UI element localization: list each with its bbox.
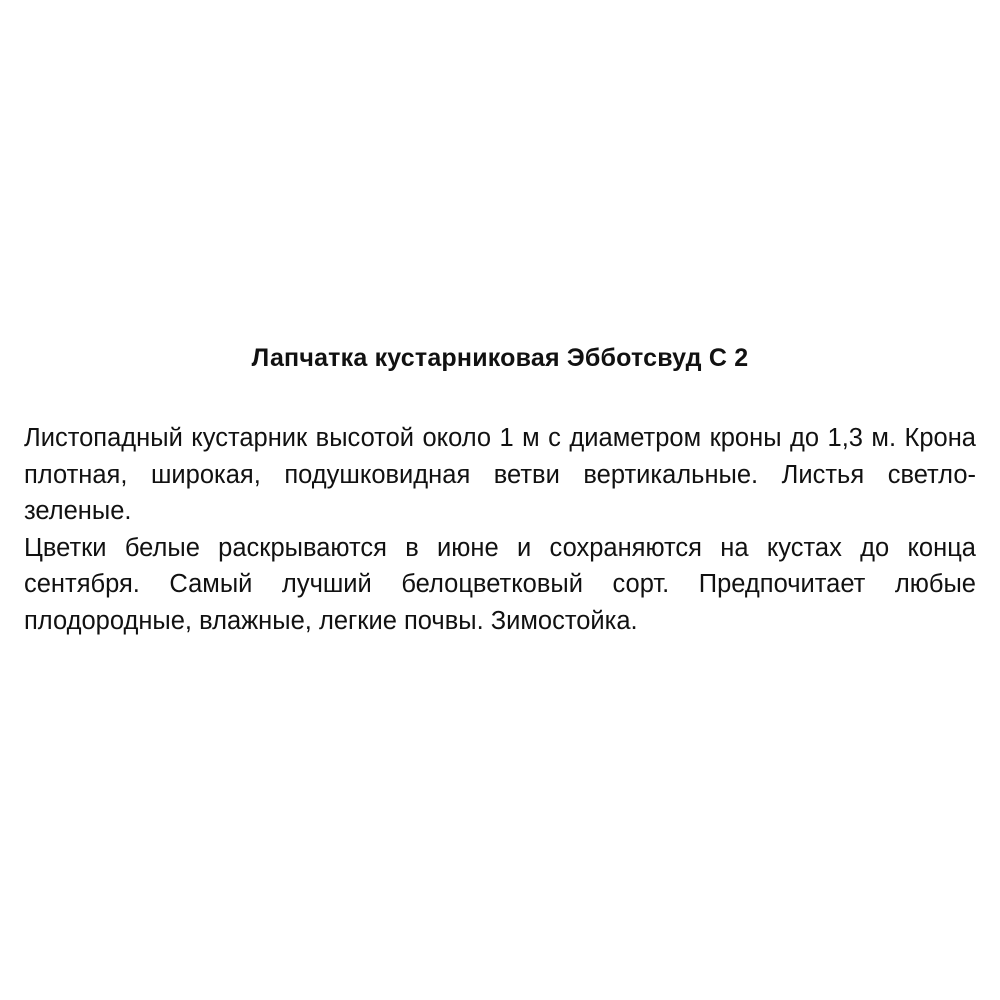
document-page (24, 338, 976, 639)
document-body (24, 420, 976, 639)
document-title: Лапчатка кустарниковая Эбботсвуд С 2 (251, 344, 749, 372)
flowering-paragraph: Цветки белые раскрываются в июне и сохраняются на кустах до конца сентября. Самый лучший белоцветковый сорт. Предпочитает любые плодородные, влажные, легкие почвы. Зимостойка. (24, 533, 976, 635)
description-paragraph: Листопадный кустарник высотой около 1 м с диаметром кроны до 1,3 м. Крона плотная, широкая, подушковидная ветви вертикальные. Листья светло-зеленые. (24, 424, 976, 525)
